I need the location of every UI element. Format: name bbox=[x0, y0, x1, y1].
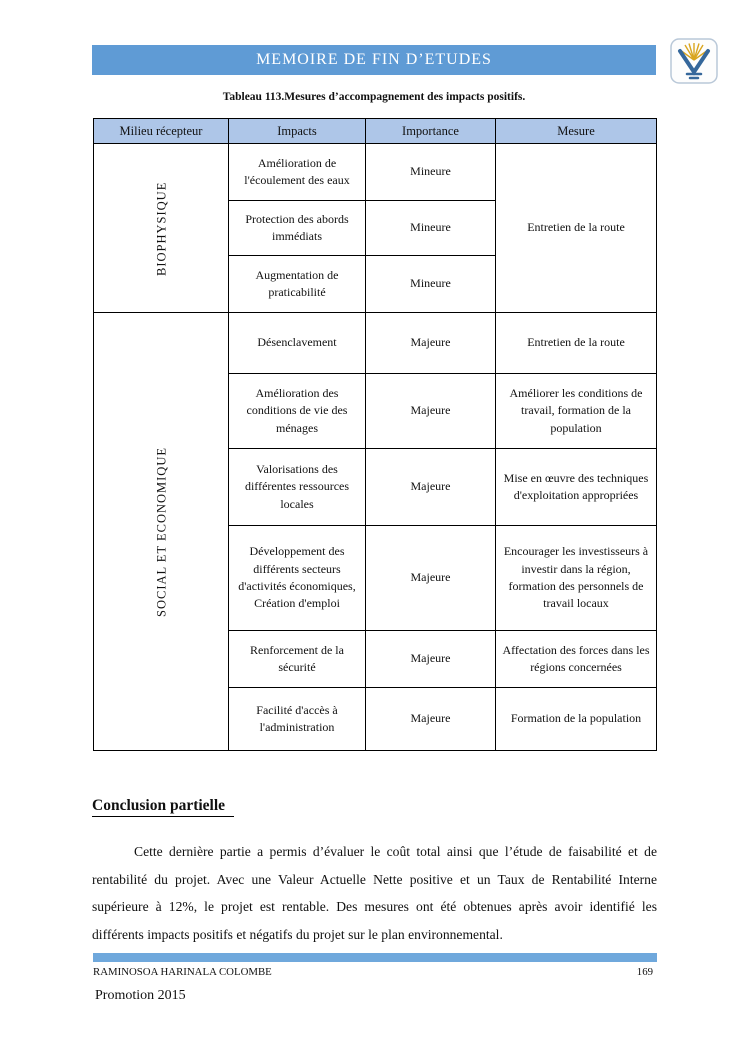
importance-cell: Mineure bbox=[366, 201, 496, 256]
importance-cell: Majeure bbox=[366, 631, 496, 688]
mesure-cell: Mise en œuvre des techniques d'exploitation appropriées bbox=[496, 449, 657, 526]
mesure-cell: Améliorer les conditions de travail, formation de la population bbox=[496, 374, 657, 449]
mesure-cell: Formation de la population bbox=[496, 688, 657, 751]
impact-cell: Amélioration de l'écoulement des eaux bbox=[229, 144, 366, 201]
impact-cell: Augmentation de praticabilité bbox=[229, 256, 366, 313]
impact-cell: Amélioration des conditions de vie des ménages bbox=[229, 374, 366, 449]
impacts-table bbox=[93, 118, 657, 751]
impact-cell: Valorisations des différentes ressources locales bbox=[229, 449, 366, 526]
importance-cell: Majeure bbox=[366, 688, 496, 751]
impact-cell: Désenclavement bbox=[229, 313, 366, 374]
impact-cell: Facilité d'accès à l'administration bbox=[229, 688, 366, 751]
conclusion-paragraph: Cette dernière partie a permis d’évaluer le coût total ainsi que l’étude de faisabilité et de rentabilité du projet. Avec une Valeur Actuelle Nette positive et un Taux de Rentabilité Interne supérieure à 12%, le projet est rentable. Des mesures ont été obtenues après avoir identifié les différents impacts positifs et négatifs du projet sur le plan environnemental. bbox=[92, 844, 657, 942]
table-header-row bbox=[94, 119, 657, 144]
impact-cell: Renforcement de la sécurité bbox=[229, 631, 366, 688]
col-header-milieu: Milieu récepteur bbox=[94, 119, 229, 144]
importance-cell: Majeure bbox=[366, 449, 496, 526]
table-caption: Tableau 113.Mesures d’accompagnement des impacts positifs. bbox=[222, 91, 526, 103]
mesure-cell: Entretien de la route bbox=[496, 144, 657, 313]
milieu-biophysique-cell: BIOPHYSIQUE bbox=[94, 144, 229, 313]
milieu-social-cell: SOCIAL ET ECONOMIQUE bbox=[94, 313, 229, 751]
importance-cell: Majeure bbox=[366, 313, 496, 374]
header-banner bbox=[92, 45, 656, 75]
importance-cell: Mineure bbox=[366, 144, 496, 201]
importance-cell: Mineure bbox=[366, 256, 496, 313]
promotion-label: Promotion 2015 bbox=[95, 988, 186, 1003]
col-header-mesure: Mesure bbox=[496, 119, 657, 144]
table-row bbox=[94, 144, 657, 201]
col-header-importance: Importance bbox=[366, 119, 496, 144]
mesure-cell: Encourager les investisseurs à investir dans la région, formation des personnels de travail locaux bbox=[496, 526, 657, 631]
col-header-impacts: Impacts bbox=[229, 119, 366, 144]
footer-author: RAMINOSOA HARINALA COLOMBE bbox=[93, 966, 272, 978]
mesure-cell: Entretien de la route bbox=[496, 313, 657, 374]
impact-cell: Protection des abords immédiats bbox=[229, 201, 366, 256]
document-title: MEMOIRE DE FIN D’ETUDES bbox=[256, 51, 492, 68]
table-row bbox=[94, 313, 657, 374]
importance-cell: Majeure bbox=[366, 374, 496, 449]
mesure-cell: Affectation des forces dans les régions concernées bbox=[496, 631, 657, 688]
importance-cell: Majeure bbox=[366, 526, 496, 631]
page-footer bbox=[93, 966, 653, 978]
university-emblem-icon bbox=[670, 38, 718, 84]
impact-cell: Développement des différents secteurs d'activités économiques, Création d'emploi bbox=[229, 526, 366, 631]
page-number: 169 bbox=[636, 966, 653, 978]
footer-rule bbox=[93, 953, 657, 962]
conclusion-heading: Conclusion partielle bbox=[92, 797, 234, 817]
